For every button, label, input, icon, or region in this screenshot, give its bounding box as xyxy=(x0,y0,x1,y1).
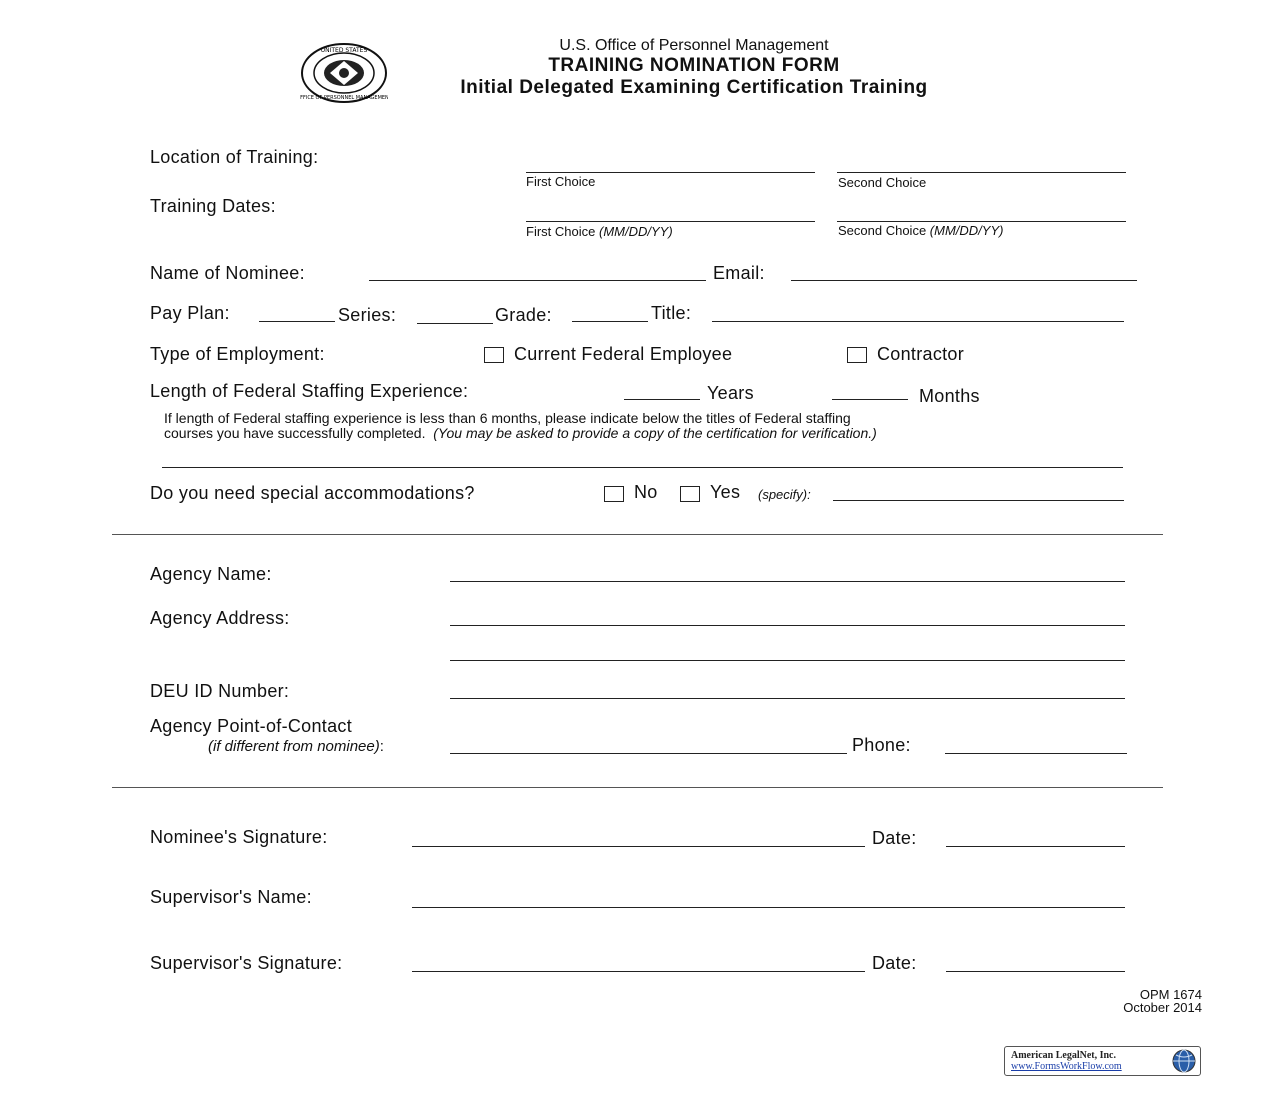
email-label: Email: xyxy=(713,263,765,283)
specify-label: (specify): xyxy=(758,487,811,502)
federal-employee-label: Current Federal Employee xyxy=(514,344,733,364)
poc-field[interactable] xyxy=(450,753,847,754)
section-divider-2 xyxy=(112,787,1163,788)
nominee-date-field[interactable] xyxy=(946,846,1125,847)
agency-name-label: Agency Name: xyxy=(150,564,272,584)
poc-note: (if different from nominee): xyxy=(208,738,384,755)
second-choice-dates-caption: Second Choice (MM/DD/YY) xyxy=(838,223,1004,238)
agency-name-field[interactable] xyxy=(450,581,1125,582)
contractor-label: Contractor xyxy=(877,344,965,364)
vendor-badge xyxy=(1004,1046,1201,1076)
dates-second-choice-field[interactable] xyxy=(837,221,1126,222)
years-field[interactable] xyxy=(624,399,700,400)
series-label: Series: xyxy=(338,305,397,325)
second-choice-caption: Second Choice xyxy=(838,175,927,190)
accommodations-no-label: No xyxy=(634,482,658,502)
federal-employee-checkbox[interactable] xyxy=(484,347,504,363)
supervisor-date-label: Date: xyxy=(872,953,917,973)
location-second-choice-field[interactable] xyxy=(837,172,1126,173)
employment-label: Type of Employment: xyxy=(150,344,325,364)
accommodations-specify-field[interactable] xyxy=(833,500,1124,501)
title-field[interactable] xyxy=(712,321,1124,322)
dates-label: Training Dates: xyxy=(150,196,276,216)
supervisor-date-field[interactable] xyxy=(946,971,1125,972)
accommodations-yes-label: Yes xyxy=(710,482,741,502)
accommodations-label: Do you need special accommodations? xyxy=(150,483,475,503)
agency-address-field-1[interactable] xyxy=(450,625,1125,626)
accommodations-no-checkbox[interactable] xyxy=(604,486,624,502)
experience-note: If length of Federal staffing experience is less than 6 months, please indicate below the titles of Federal staffing courses you have successfully completed. (You may be asked to provide a copy of the certification for verification.) xyxy=(164,410,877,441)
supervisor-name-field[interactable] xyxy=(412,907,1125,908)
form-number: OPM 1674 xyxy=(1139,987,1202,1002)
phone-field[interactable] xyxy=(945,753,1127,754)
supervisor-signature-field[interactable] xyxy=(412,971,865,972)
deu-id-label: DEU ID Number: xyxy=(150,681,290,701)
section-divider-1 xyxy=(112,534,1163,535)
form-date: October 2014 xyxy=(1123,1000,1202,1015)
nominee-name-label: Name of Nominee: xyxy=(150,263,305,283)
phone-label: Phone: xyxy=(852,735,911,755)
years-label: Years xyxy=(707,383,754,403)
grade-field[interactable] xyxy=(572,321,648,322)
first-choice-dates-caption: First Choice (MM/DD/YY) xyxy=(526,224,673,239)
location-first-choice-field[interactable] xyxy=(526,172,815,173)
dates-first-choice-field[interactable] xyxy=(526,221,815,222)
pay-plan-label: Pay Plan: xyxy=(150,303,230,323)
vendor-name: American LegalNet, Inc. xyxy=(1011,1050,1116,1061)
deu-id-field[interactable] xyxy=(450,698,1125,699)
seal-bottom-text: OFFICE OF PERSONNEL MANAGEMENT xyxy=(300,95,388,101)
opm-seal xyxy=(300,43,388,103)
globe-icon xyxy=(1172,1049,1196,1073)
months-label: Months xyxy=(919,386,980,406)
contractor-checkbox[interactable] xyxy=(847,347,867,363)
pay-plan-field[interactable] xyxy=(259,321,335,322)
nominee-signature-field[interactable] xyxy=(412,846,865,847)
nominee-name-field[interactable] xyxy=(369,280,706,281)
form-title: TRAINING NOMINATION FORM xyxy=(548,55,840,76)
experience-label: Length of Federal Staffing Experience: xyxy=(150,381,469,401)
title-label: Title: xyxy=(651,303,692,323)
months-field[interactable] xyxy=(832,399,908,400)
email-field[interactable] xyxy=(791,280,1137,281)
supervisor-name-label: Supervisor's Name: xyxy=(150,887,312,907)
agency-heading: U.S. Office of Personnel Management xyxy=(559,37,829,54)
first-choice-caption: First Choice xyxy=(526,174,596,189)
nominee-date-label: Date: xyxy=(872,828,917,848)
form-subtitle: Initial Delegated Examining Certification Training xyxy=(460,77,928,98)
seal-top-text: UNITED STATES xyxy=(320,47,368,54)
nominee-signature-label: Nominee's Signature: xyxy=(150,827,328,847)
vendor-url[interactable]: www.FormsWorkFlow.com xyxy=(1011,1061,1122,1072)
accommodations-yes-checkbox[interactable] xyxy=(680,486,700,502)
grade-label: Grade: xyxy=(495,305,552,325)
supervisor-signature-label: Supervisor's Signature: xyxy=(150,953,343,973)
courses-field[interactable] xyxy=(162,467,1123,468)
series-field[interactable] xyxy=(417,323,493,324)
agency-address-field-2[interactable] xyxy=(450,660,1125,661)
location-label: Location of Training: xyxy=(150,147,319,167)
poc-label: Agency Point-of-Contact xyxy=(150,716,352,736)
agency-address-label: Agency Address: xyxy=(150,608,290,628)
